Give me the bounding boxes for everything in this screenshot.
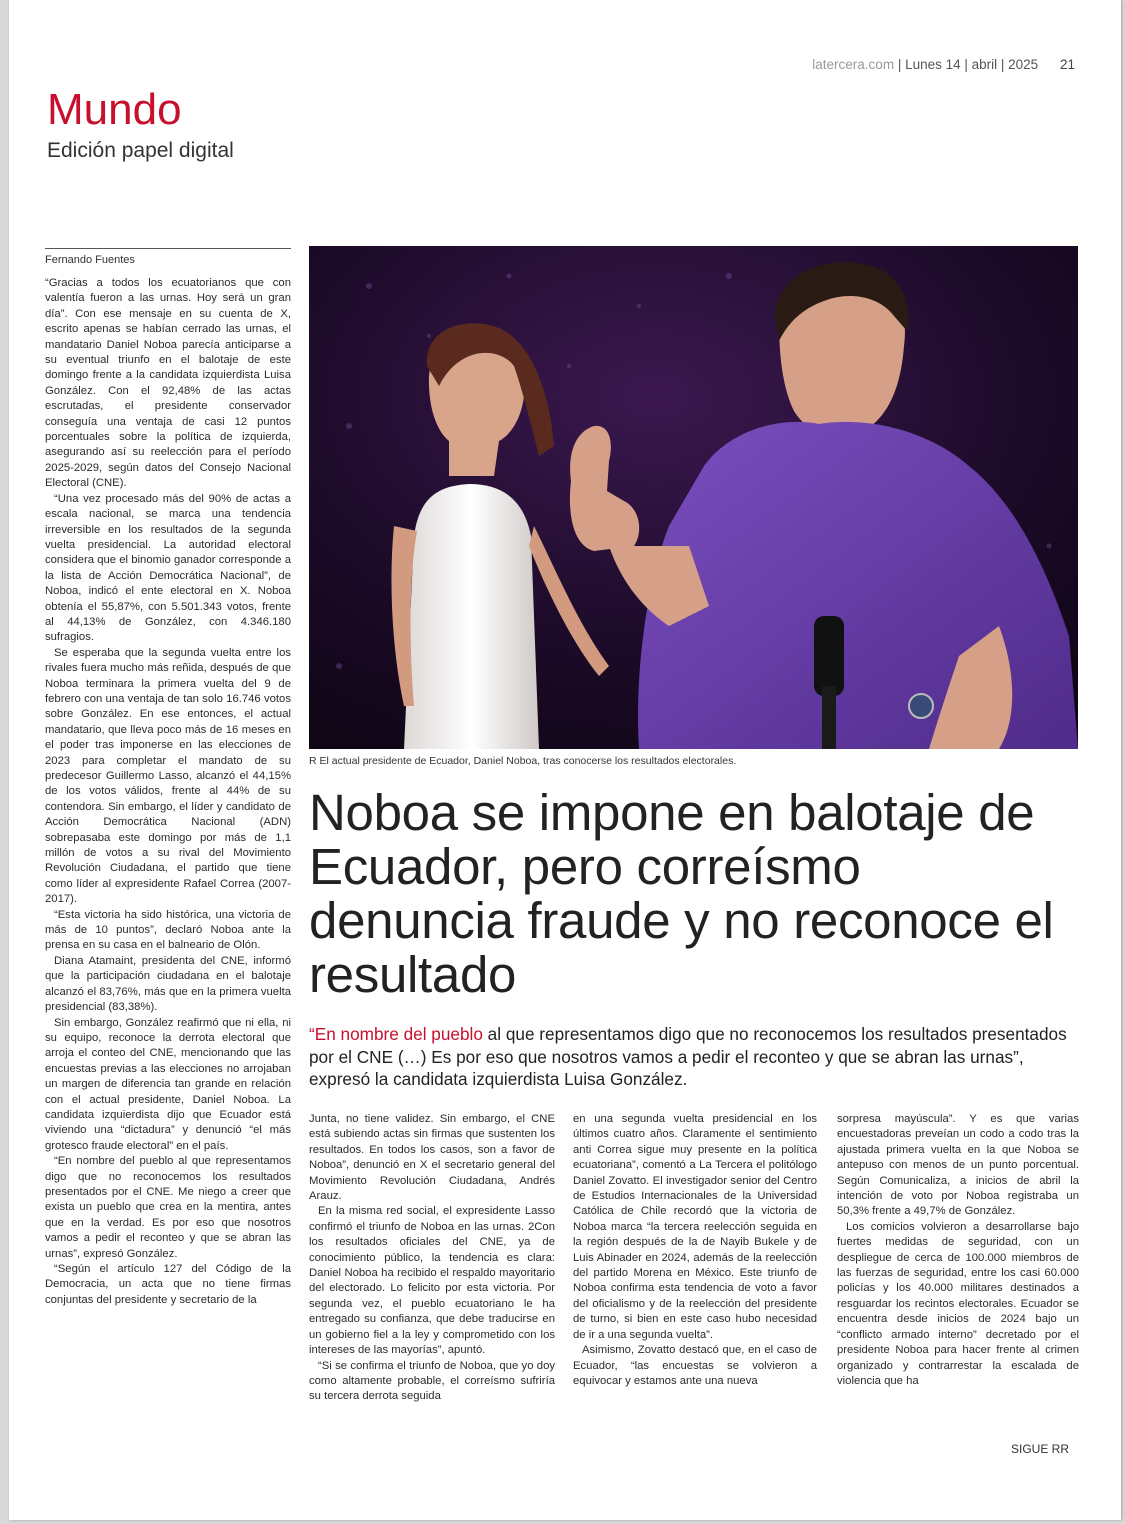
site-name: latercera.com xyxy=(812,57,895,72)
deck-text: al que representamos digo que no reconocemos los resultados presentados por el CNE (…) Es por eso que nosotros vamos a pedir el reconteo y que se abran las urnas”, expresó la candidata izquierdista Luisa González. xyxy=(309,1024,1067,1089)
article-photo xyxy=(309,246,1078,749)
section-subtitle: Edición papel digital xyxy=(47,139,234,162)
paragraph: Diana Atamaint, presidenta del CNE, informó que la participación ciudadana en el balotaje alcanzó el 83,76%, más que en la primera vuelta presidencial (83,38%). xyxy=(45,954,291,1014)
paragraph: “Si se confirma el triunfo de Noboa, que yo doy como altamente probable, el correísmo sufriría su tercera derrota seguida xyxy=(309,1359,555,1403)
byline: Fernando Fuentes xyxy=(45,248,291,266)
body-column-1 xyxy=(45,276,291,1308)
deck-quote xyxy=(309,1023,1069,1091)
paragraph: Sin embargo, González reafirmó que ni ella, ni su equipo, reconoce la derrota electoral que arroja el conteo del CNE, mencionando que las encuestas previas a las elecciones no arrojaban un margen de diferencia tan grande en relación con el actual presidente, Daniel Noboa. La candidata izquierdista dijo que Ecuador está viviendo una “dictadura” y denunció “el más grotesco fraude electoral” en el país. xyxy=(45,1016,291,1152)
paragraph: “Según el artículo 127 del Código de la Democracia, un acta que no tiene firmas conjuntas del presidente y secretario de la xyxy=(45,1263,291,1306)
body-column-4 xyxy=(837,1112,1079,1389)
section-title: Mundo xyxy=(47,85,182,134)
page-number: 21 xyxy=(1059,57,1075,72)
paragraph: en una segunda vuelta presidencial en los últimos cuatro años. Claramente el sentimiento anti Correa sigue muy presente en la política ecuatoriana”, comentó a La Tercera el politólogo Daniel Zovatto. El investigador senior del Centro de Estudios Internacionales de la Universidad Católica de Chile recordó que la victoria de Noboa marca “la tercera reelección seguida en la región después de la de Nayib Bukele y de Luis Abinader en 2024, además de la reelección del partido Morena en México. Este triunfo de Noboa confirma esta tendencia de voto a favor del oficialismo y de la reelección del presidente de turno, si bien en este caso hubo necesidad de ir a una segunda vuelta”. xyxy=(573,1113,817,1341)
continued-label: SIGUE RR xyxy=(1011,1442,1070,1456)
paragraph: sorpresa mayúscula”. Y es que varias encuestadoras preveían un codo a codo tras la ajustada primera vuelta en la que Noboa se antepuso con menos de un punto porcentual. Según Comunicaliza, a inicios de abril la intención de voto por Noboa registraba un 50,3% frente a 49,7% de González. xyxy=(837,1113,1079,1218)
photo-illustration xyxy=(309,246,1078,749)
date-line: | Lunes 14 | abril | 2025 xyxy=(897,57,1039,72)
paragraph: “Una vez procesado más del 90% de actas a escala nacional, se marca una tendencia irreversible en los resultados de la segunda vuelta presidencial. La autoridad electoral considera que el binomio ganador corresponde a la lista de Acción Democrática Nacional”, de Noboa, indicó el ente electoral en X. Noboa obtenía el 55,87%, con 5.501.343 votos, frente al 44,13% de González, con 4.346.180 sufragios. xyxy=(45,492,291,644)
newspaper-page xyxy=(9,0,1121,1520)
paragraph: “En nombre del pueblo al que representamos digo que no reconocemos los resultados presentados por el CNE. Me niego a creer que exista un pueblo que crea en la mentira, antes que en la verdad. Es por eso que nosotros vamos a pedir el reconteo y que se abran las urnas”, expresó González. xyxy=(45,1155,291,1260)
body-column-3 xyxy=(573,1112,817,1389)
headline: Noboa se impone en balotaje de Ecuador, pero correísmo denuncia fraude y no reconoce el resultado xyxy=(309,784,1054,1003)
page-header xyxy=(812,57,1075,72)
body-column-2 xyxy=(309,1112,555,1405)
deck-highlight: “En nombre del pueblo xyxy=(309,1024,483,1044)
paragraph: Se esperaba que la segunda vuelta entre los rivales fuera mucho más reñida, después de que Noboa terminara la primera vuelta del 9 de febrero con una ventaja de tan solo 16.746 votos sobre González. En ese entonces, el actual mandatario, que lleva poco más de 16 meses en el poder tras imponerse en las elecciones de 2023 para completar el mandato de su predecesor Guillermo Lasso, alcanzó el 44,15% de los votos válidos, frente al 44% de su contendora. Sin embargo, el líder y candidato de Acción Democrática Nacional (ADN) sobrepasaba este domingo por más de 1,1 millón de votos a su rival del Movimiento Revolución Ciudadana, el partido que tiene como líder al expresidente Rafael Correa (2007-2017). xyxy=(45,646,291,906)
paragraph: Asimismo, Zovatto destacó que, en el caso de Ecuador, “las encuestas se volvieron a equivocar y estamos ante una nueva xyxy=(573,1344,817,1387)
paragraph: Los comicios volvieron a desarrollarse bajo fuertes medidas de seguridad, con un despliegue de cerca de 100.000 miembros de las fuerzas de seguridad, entre los casi 60.000 policías y los 40.000 militares destinados a resguardar los recintos electorales. Ecuador se encuentra desde inicios de 2024 bajo un “conflicto armado interno” decretado por el presidente Noboa para hacer frente al crimen organizado y contrarrestar la escalada de violencia que ha xyxy=(837,1220,1079,1387)
paragraph: “Esta victoria ha sido histórica, una victoria de más de 10 puntos”, declaró Noboa ante la prensa en su casa en el balneario de Olón. xyxy=(45,908,291,952)
paragraph: En la misma red social, el expresidente Lasso confirmó el triunfo de Noboa en las urnas. 2Con los resultados oficiales del CNE, ya de conocimiento público, la tendencia es clara: Daniel Noboa ha recibido el respaldo mayoritario del electorado. Lo felicito por esta victoria. Por segunda vez, el pueblo ecuatoriano le ha entregado su confianza, que debe traducirse en un gobierno fiel a la ley y comprometido con los intereses de las mayorías”, apuntó. xyxy=(309,1205,555,1357)
paragraph: “Gracias a todos los ecuatorianos que con valentía fueron a las urnas. Hoy será un gran día”. Con ese mensaje en su cuenta de X, escrito apenas se habían cerrado las urnas, el mandatario Daniel Noboa parecía anticiparse a su eventual triunfo en el balotaje de este domingo frente a la candidata izquierdista Luisa González. Con el 92,48% de las actas escrutadas, el presidente conservador conseguía una ventaja de casi 12 puntos porcentuales sobre la política de izquierda, asegurando así su reelección para el período 2025-2029, según datos del Consejo Nacional Electoral (CNE). xyxy=(45,277,291,490)
paragraph: Junta, no tiene validez. Sin embargo, el CNE está subiendo actas sin firmas que sustenten los resultados. En todos los casos, son a favor de Noboa”, denunció en X el secretario general del Movimiento Revolución Ciudadana, Andrés Arauz. xyxy=(309,1113,555,1203)
photo-caption: R El actual presidente de Ecuador, Daniel Noboa, tras conocerse los resultados electorales. xyxy=(309,755,737,767)
